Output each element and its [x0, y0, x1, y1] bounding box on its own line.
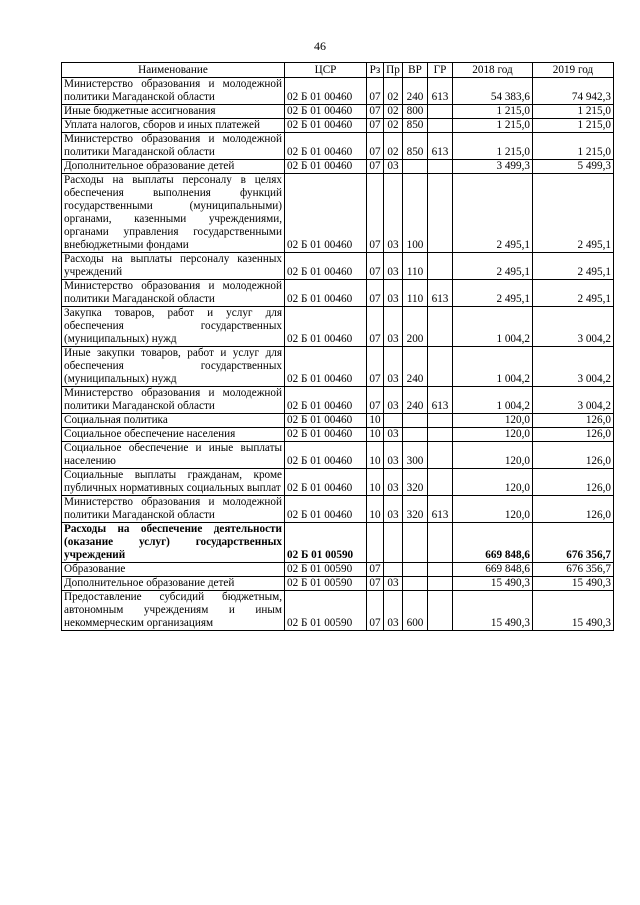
cell-vr: 240 — [403, 387, 428, 414]
cell-csr: 02 Б 01 00460 — [285, 469, 367, 496]
cell-pr: 03 — [384, 496, 403, 523]
cell-gr — [428, 428, 453, 442]
cell-gr — [428, 591, 453, 631]
cell-gr — [428, 577, 453, 591]
table-row — [62, 414, 614, 428]
cell-vr — [403, 428, 428, 442]
cell-name: Дополнительное образование детей — [62, 577, 285, 591]
cell-csr: 02 Б 01 00460 — [285, 496, 367, 523]
cell-vr: 110 — [403, 253, 428, 280]
cell-csr: 02 Б 01 00460 — [285, 428, 367, 442]
cell-csr: 02 Б 01 00460 — [285, 174, 367, 253]
cell-pr — [384, 414, 403, 428]
cell-pr: 02 — [384, 133, 403, 160]
cell-csr: 02 Б 01 00460 — [285, 133, 367, 160]
cell-2018: 120,0 — [453, 496, 533, 523]
table-row — [62, 563, 614, 577]
cell-pr: 03 — [384, 591, 403, 631]
cell-csr: 02 Б 01 00460 — [285, 119, 367, 133]
cell-vr — [403, 160, 428, 174]
cell-pr — [384, 523, 403, 563]
cell-vr: 300 — [403, 442, 428, 469]
table-row — [62, 469, 614, 496]
cell-rz: 07 — [367, 253, 384, 280]
cell-pr: 03 — [384, 387, 403, 414]
cell-vr: 800 — [403, 105, 428, 119]
cell-vr — [403, 414, 428, 428]
cell-pr: 03 — [384, 428, 403, 442]
cell-2019: 15 490,3 — [533, 591, 614, 631]
cell-name: Министерство образования и молодежной политики Магаданской области — [62, 387, 285, 414]
cell-gr — [428, 160, 453, 174]
table-body — [62, 78, 614, 631]
cell-pr: 02 — [384, 105, 403, 119]
cell-rz: 10 — [367, 428, 384, 442]
cell-pr: 03 — [384, 280, 403, 307]
table-row — [62, 428, 614, 442]
cell-rz: 07 — [367, 174, 384, 253]
cell-2019: 126,0 — [533, 496, 614, 523]
cell-vr: 240 — [403, 78, 428, 105]
table-row — [62, 577, 614, 591]
cell-csr: 02 Б 01 00590 — [285, 523, 367, 563]
cell-rz: 07 — [367, 105, 384, 119]
cell-gr — [428, 174, 453, 253]
cell-gr: 613 — [428, 496, 453, 523]
cell-2018: 15 490,3 — [453, 577, 533, 591]
table-row — [62, 387, 614, 414]
cell-2019: 126,0 — [533, 428, 614, 442]
cell-name: Иные закупки товаров, работ и услуг для обеспечения государственных (муниципальных) нужд — [62, 347, 285, 387]
cell-rz: 07 — [367, 387, 384, 414]
cell-rz: 10 — [367, 496, 384, 523]
cell-2019: 676 356,7 — [533, 523, 614, 563]
cell-2019: 2 495,1 — [533, 280, 614, 307]
cell-pr: 02 — [384, 78, 403, 105]
table-row — [62, 174, 614, 253]
table-row — [62, 496, 614, 523]
cell-2018: 120,0 — [453, 469, 533, 496]
cell-pr: 03 — [384, 253, 403, 280]
header-vr: ВР — [403, 63, 428, 78]
cell-rz: 07 — [367, 160, 384, 174]
cell-rz: 07 — [367, 133, 384, 160]
cell-name: Социальное обеспечение населения — [62, 428, 285, 442]
cell-pr: 03 — [384, 469, 403, 496]
cell-csr: 02 Б 01 00460 — [285, 160, 367, 174]
cell-rz: 07 — [367, 577, 384, 591]
cell-2019: 126,0 — [533, 414, 614, 428]
cell-2018: 669 848,6 — [453, 563, 533, 577]
cell-2019: 3 004,2 — [533, 347, 614, 387]
cell-2018: 120,0 — [453, 414, 533, 428]
cell-name: Министерство образования и молодежной политики Магаданской области — [62, 78, 285, 105]
header-csr: ЦСР — [285, 63, 367, 78]
table-row — [62, 160, 614, 174]
cell-vr: 200 — [403, 307, 428, 347]
cell-2018: 15 490,3 — [453, 591, 533, 631]
cell-pr: 03 — [384, 160, 403, 174]
table-row — [62, 442, 614, 469]
table-row — [62, 591, 614, 631]
cell-gr — [428, 119, 453, 133]
cell-gr: 613 — [428, 387, 453, 414]
table-row — [62, 133, 614, 160]
cell-pr: 03 — [384, 442, 403, 469]
cell-2018: 1 004,2 — [453, 347, 533, 387]
header-gr: ГР — [428, 63, 453, 78]
cell-gr: 613 — [428, 280, 453, 307]
cell-csr: 02 Б 01 00460 — [285, 105, 367, 119]
cell-2019: 3 004,2 — [533, 387, 614, 414]
cell-gr — [428, 105, 453, 119]
cell-2019: 15 490,3 — [533, 577, 614, 591]
cell-name: Расходы на обеспечение деятельности (оказание услуг) государственных учреждений — [62, 523, 285, 563]
cell-name: Министерство образования и молодежной политики Магаданской области — [62, 496, 285, 523]
cell-csr: 02 Б 01 00460 — [285, 280, 367, 307]
cell-csr: 02 Б 01 00460 — [285, 414, 367, 428]
cell-name: Закупка товаров, работ и услуг для обеспечения государственных (муниципальных) нужд — [62, 307, 285, 347]
cell-rz: 07 — [367, 563, 384, 577]
cell-vr: 320 — [403, 469, 428, 496]
cell-csr: 02 Б 01 00460 — [285, 307, 367, 347]
cell-csr: 02 Б 01 00460 — [285, 442, 367, 469]
cell-2019: 5 499,3 — [533, 160, 614, 174]
cell-vr: 600 — [403, 591, 428, 631]
cell-2018: 1 215,0 — [453, 133, 533, 160]
header-2019: 2019 год — [533, 63, 614, 78]
cell-gr — [428, 414, 453, 428]
cell-gr — [428, 469, 453, 496]
cell-rz: 07 — [367, 119, 384, 133]
cell-gr: 613 — [428, 133, 453, 160]
cell-gr — [428, 563, 453, 577]
cell-2018: 3 499,3 — [453, 160, 533, 174]
cell-2018: 669 848,6 — [453, 523, 533, 563]
cell-csr: 02 Б 01 00590 — [285, 563, 367, 577]
cell-2018: 2 495,1 — [453, 253, 533, 280]
cell-csr: 02 Б 01 00590 — [285, 577, 367, 591]
cell-vr: 850 — [403, 133, 428, 160]
cell-name: Расходы на выплаты персоналу казенных учреждений — [62, 253, 285, 280]
header-pr: Пр — [384, 63, 403, 78]
table-row — [62, 280, 614, 307]
table-row — [62, 119, 614, 133]
cell-2018: 1 004,2 — [453, 307, 533, 347]
cell-name: Уплата налогов, сборов и иных платежей — [62, 119, 285, 133]
cell-2019: 1 215,0 — [533, 119, 614, 133]
cell-vr — [403, 563, 428, 577]
cell-2019: 126,0 — [533, 469, 614, 496]
cell-pr: 03 — [384, 174, 403, 253]
cell-gr — [428, 442, 453, 469]
table-row — [62, 78, 614, 105]
cell-csr: 02 Б 01 00460 — [285, 78, 367, 105]
cell-vr — [403, 577, 428, 591]
cell-name: Образование — [62, 563, 285, 577]
table-row — [62, 347, 614, 387]
cell-2018: 1 215,0 — [453, 119, 533, 133]
cell-2019: 3 004,2 — [533, 307, 614, 347]
cell-vr: 240 — [403, 347, 428, 387]
cell-rz — [367, 523, 384, 563]
cell-csr: 02 Б 01 00460 — [285, 347, 367, 387]
cell-gr — [428, 347, 453, 387]
cell-rz: 07 — [367, 78, 384, 105]
cell-name: Иные бюджетные ассигнования — [62, 105, 285, 119]
cell-pr: 03 — [384, 347, 403, 387]
cell-2019: 1 215,0 — [533, 133, 614, 160]
cell-pr: 02 — [384, 119, 403, 133]
cell-name: Министерство образования и молодежной политики Магаданской области — [62, 133, 285, 160]
cell-name: Дополнительное образование детей — [62, 160, 285, 174]
header-rz: Рз — [367, 63, 384, 78]
cell-gr — [428, 523, 453, 563]
cell-name: Министерство образования и молодежной политики Магаданской области — [62, 280, 285, 307]
cell-gr — [428, 253, 453, 280]
cell-name: Предоставление субсидий бюджетным, автономным учреждениям и иным некоммерческим организациям — [62, 591, 285, 631]
cell-2018: 2 495,1 — [453, 174, 533, 253]
cell-rz: 07 — [367, 280, 384, 307]
cell-rz: 10 — [367, 442, 384, 469]
cell-name: Расходы на выплаты персоналу в целях обеспечения выполнения функций государственными (муниципальными) органами, казенными учреждениями, органами управления государственными внебюджетными фондами — [62, 174, 285, 253]
cell-rz: 07 — [367, 591, 384, 631]
cell-csr: 02 Б 01 00460 — [285, 387, 367, 414]
cell-name: Социальные выплаты гражданам, кроме публичных нормативных социальных выплат — [62, 469, 285, 496]
cell-rz: 07 — [367, 307, 384, 347]
cell-name: Социальная политика — [62, 414, 285, 428]
cell-2019: 676 356,7 — [533, 563, 614, 577]
table-row — [62, 523, 614, 563]
cell-2018: 2 495,1 — [453, 280, 533, 307]
header-2018: 2018 год — [453, 63, 533, 78]
cell-2018: 1 004,2 — [453, 387, 533, 414]
cell-2019: 2 495,1 — [533, 253, 614, 280]
cell-gr: 613 — [428, 78, 453, 105]
cell-2018: 1 215,0 — [453, 105, 533, 119]
cell-2019: 126,0 — [533, 442, 614, 469]
table-row — [62, 253, 614, 280]
budget-table — [61, 62, 614, 631]
cell-rz: 07 — [367, 347, 384, 387]
cell-csr: 02 Б 01 00590 — [285, 591, 367, 631]
cell-vr: 320 — [403, 496, 428, 523]
table-row — [62, 105, 614, 119]
table-row — [62, 307, 614, 347]
cell-pr: 03 — [384, 307, 403, 347]
cell-name: Социальное обеспечение и иные выплаты населению — [62, 442, 285, 469]
table-header-row — [62, 63, 614, 78]
cell-vr: 110 — [403, 280, 428, 307]
cell-2018: 120,0 — [453, 442, 533, 469]
cell-2019: 74 942,3 — [533, 78, 614, 105]
cell-gr — [428, 307, 453, 347]
cell-rz: 10 — [367, 414, 384, 428]
cell-vr — [403, 523, 428, 563]
cell-vr: 850 — [403, 119, 428, 133]
cell-2019: 1 215,0 — [533, 105, 614, 119]
cell-rz: 10 — [367, 469, 384, 496]
page-number: 46 — [314, 39, 326, 53]
cell-pr — [384, 563, 403, 577]
cell-csr: 02 Б 01 00460 — [285, 253, 367, 280]
cell-2018: 54 383,6 — [453, 78, 533, 105]
header-name: Наименование — [62, 63, 285, 78]
cell-pr: 03 — [384, 577, 403, 591]
cell-2018: 120,0 — [453, 428, 533, 442]
cell-vr: 100 — [403, 174, 428, 253]
cell-2019: 2 495,1 — [533, 174, 614, 253]
